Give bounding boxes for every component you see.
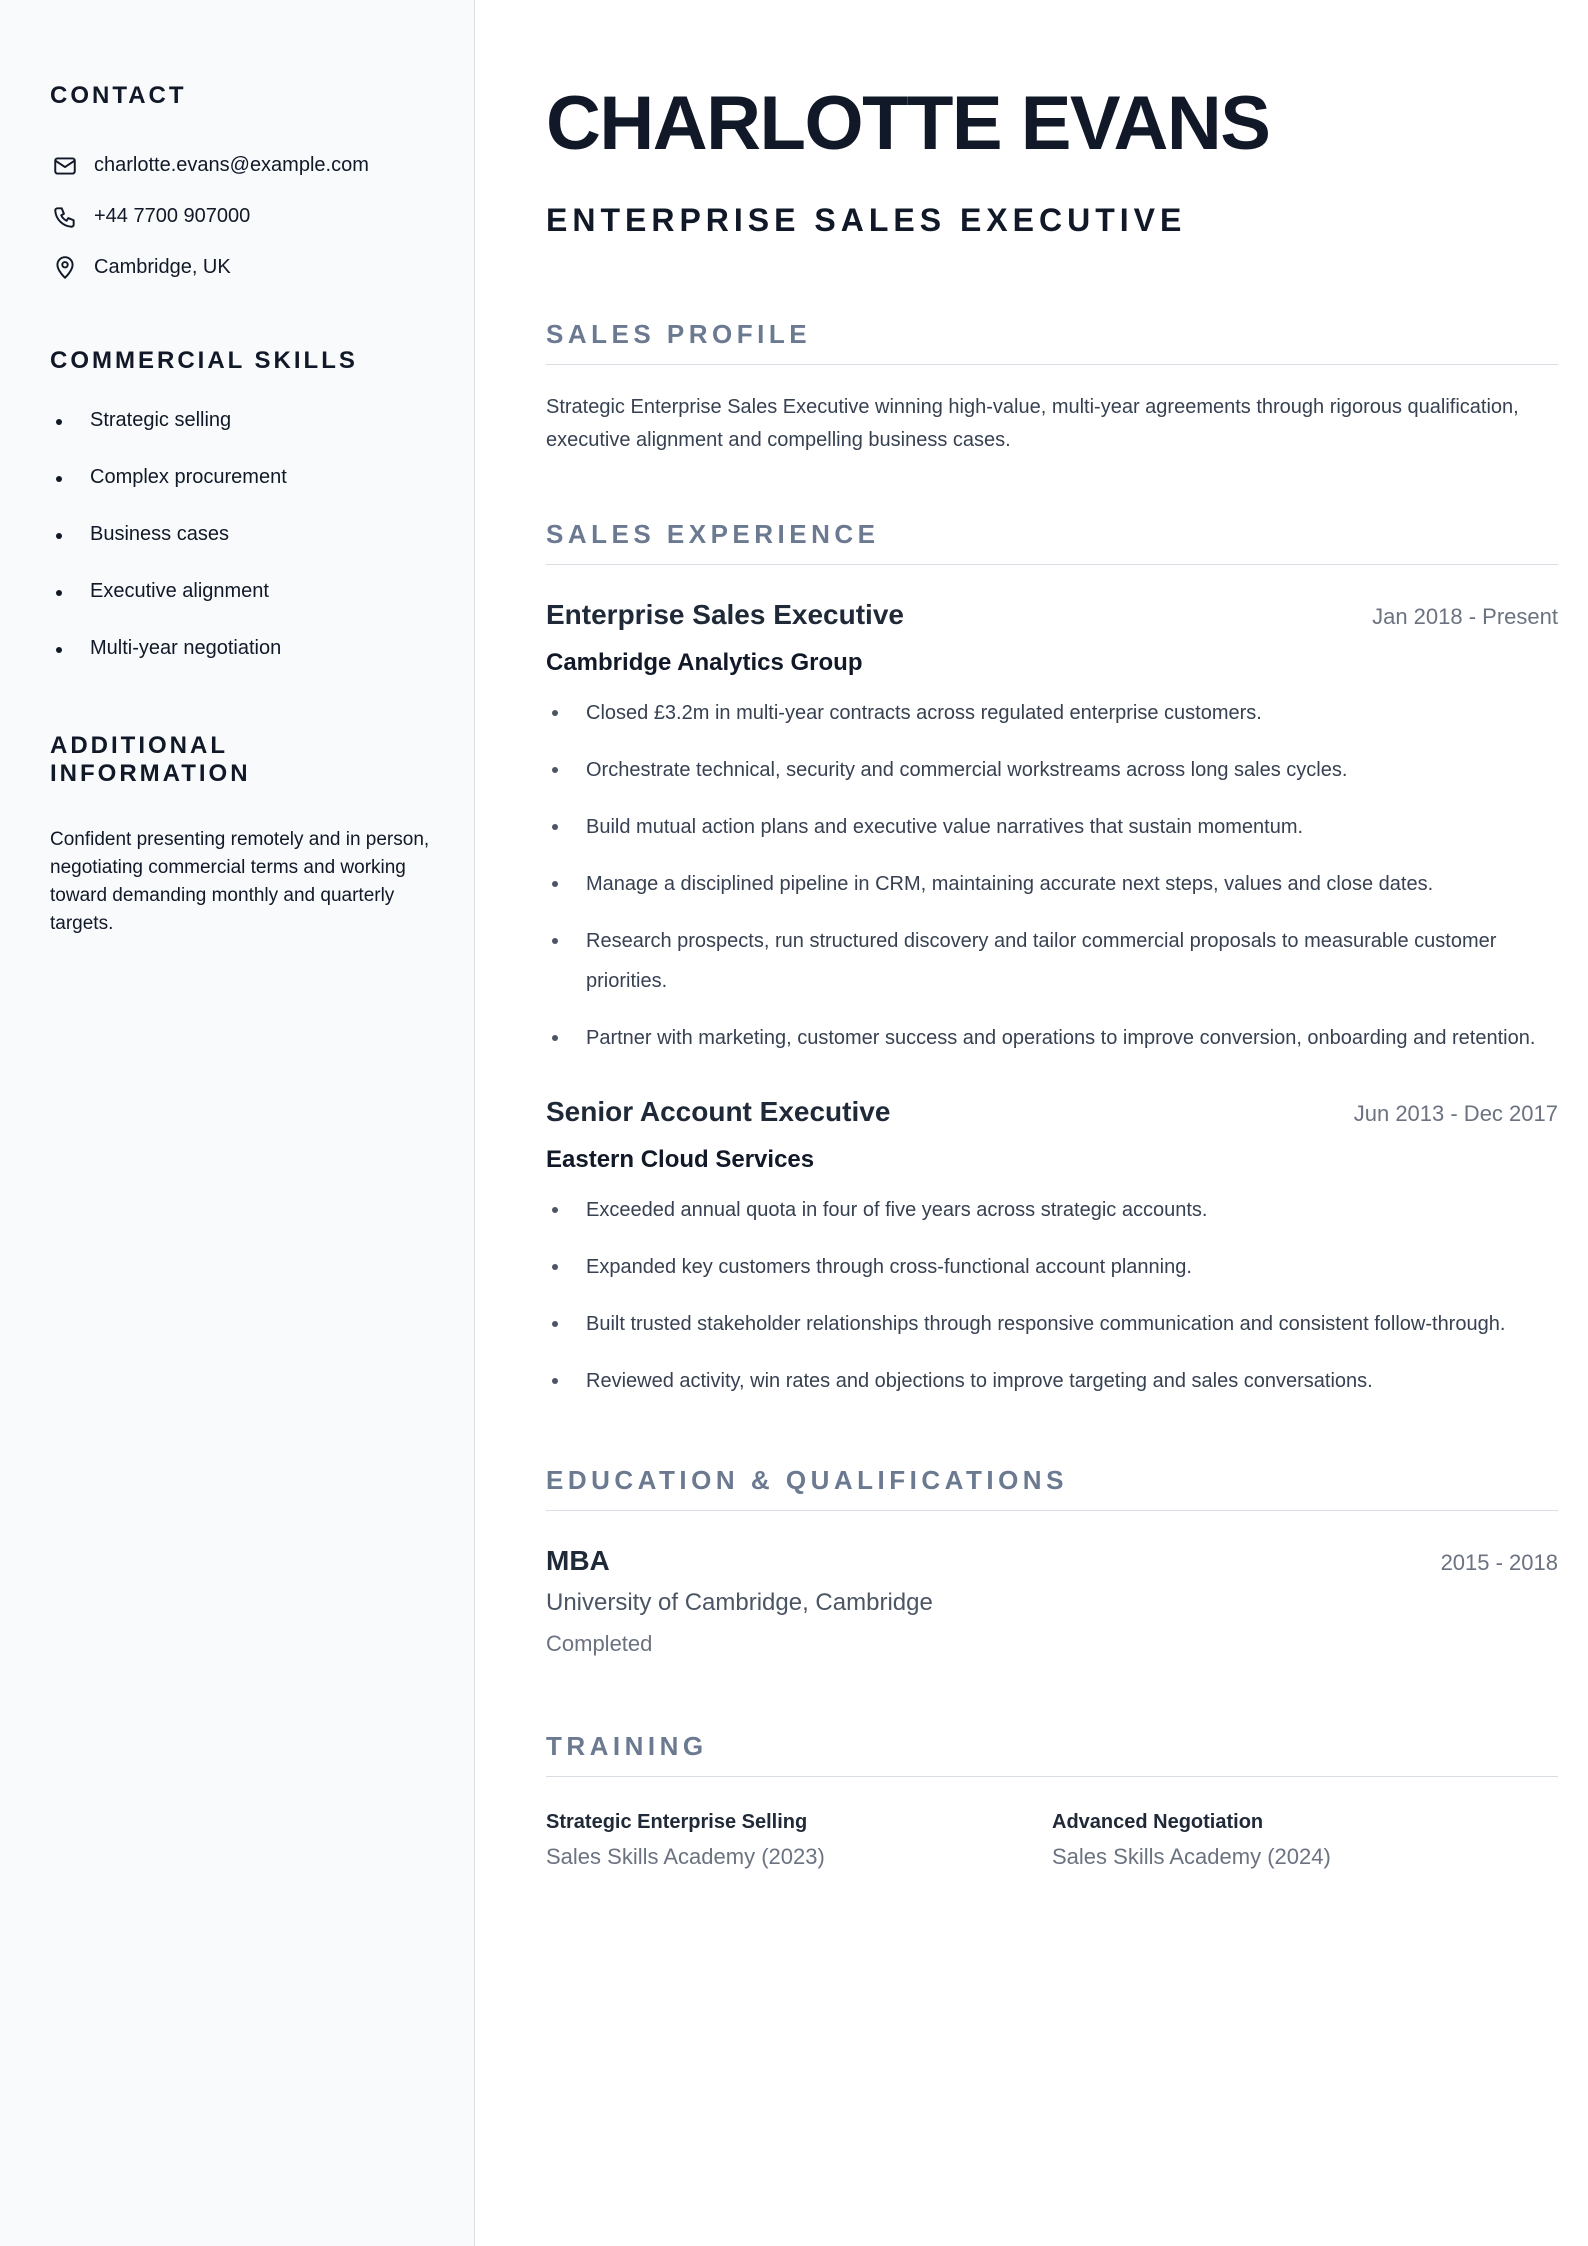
training-section — [546, 1731, 1558, 1870]
skill-list — [50, 409, 424, 694]
job-bullet: Research prospects, run structured discovery and tailor commercial proposals to measurable customer priorities. — [546, 921, 1558, 1001]
skills-heading: COMMERCIAL SKILLS — [50, 347, 358, 374]
training-heading: TRAINING — [546, 1731, 1558, 1777]
sidebar — [0, 0, 475, 2246]
job-bullet: Built trusted stakeholder relationships through responsive communication and consistent follow-through. — [546, 1304, 1558, 1344]
education-heading: EDUCATION & QUALIFICATIONS — [546, 1465, 1558, 1511]
job-bullet: Build mutual action plans and executive value narratives that sustain momentum. — [546, 807, 1558, 847]
company-name: Cambridge Analytics Group — [546, 649, 863, 676]
education-section — [546, 1465, 1558, 1657]
experience-heading: SALES EXPERIENCE — [546, 519, 1558, 565]
skill-item: Business cases — [50, 523, 424, 580]
phone-icon — [50, 202, 80, 232]
training-item — [546, 1811, 1052, 1870]
email-text: charlotte.evans@example.com — [94, 154, 369, 176]
job-bullet: Manage a disciplined pipeline in CRM, maintaining accurate next steps, values and close dates. — [546, 864, 1558, 904]
job-entry — [546, 599, 1558, 1058]
skill-item: Strategic selling — [50, 409, 424, 466]
skill-item: Executive alignment — [50, 580, 424, 637]
job-bullet: Expanded key customers through cross-functional account planning. — [546, 1247, 1558, 1287]
profile-heading: SALES PROFILE — [546, 319, 1558, 365]
job-bullets — [546, 1190, 1558, 1401]
job-role: Senior Account Executive — [546, 1096, 891, 1127]
contact-heading: CONTACT — [50, 82, 187, 109]
contact-list — [50, 140, 424, 293]
candidate-name: CHARLOTTE EVANS — [546, 81, 1270, 166]
location-pin-icon — [50, 253, 80, 283]
profile-section — [546, 319, 1558, 457]
skill-item: Complex procurement — [50, 466, 424, 523]
job-dates: Jun 2013 - Dec 2017 — [1353, 1101, 1558, 1126]
job-bullet: Reviewed activity, win rates and objections to improve targeting and sales conversations. — [546, 1361, 1558, 1401]
location-text: Cambridge, UK — [94, 256, 231, 278]
contact-email[interactable] — [50, 140, 424, 191]
job-bullets — [546, 693, 1558, 1058]
job-entry — [546, 1096, 1558, 1401]
job-dates: Jan 2018 - Present — [1372, 604, 1558, 629]
job-bullet: Orchestrate technical, security and commercial workstreams across long sales cycles. — [546, 750, 1558, 790]
main-content — [475, 0, 1588, 2246]
training-item — [1052, 1811, 1558, 1870]
mail-icon — [50, 151, 80, 181]
contact-phone[interactable] — [50, 191, 424, 242]
school-name: University of Cambridge, Cambridge — [546, 1589, 933, 1616]
contact-location — [50, 242, 424, 293]
phone-text: +44 7700 907000 — [94, 205, 251, 227]
additional-info-text: Confident presenting remotely and in person, negotiating commercial terms and working toward demanding monthly and quarterly targets. — [50, 829, 430, 934]
job-bullet: Exceeded annual quota in four of five years across strategic accounts. — [546, 1190, 1558, 1230]
training-name: Advanced Negotiation — [1052, 1811, 1264, 1833]
job-bullet: Partner with marketing, customer success and operations to improve conversion, onboarding and retention. — [546, 1018, 1558, 1058]
education-dates: 2015 - 2018 — [1440, 1550, 1558, 1575]
job-role: Enterprise Sales Executive — [546, 599, 904, 630]
skill-item: Multi-year negotiation — [50, 637, 424, 694]
company-name: Eastern Cloud Services — [546, 1146, 815, 1173]
training-grid — [546, 1811, 1558, 1870]
degree-name: MBA — [546, 1545, 610, 1576]
job-bullet: Closed £3.2m in multi-year contracts across regulated enterprise customers. — [546, 693, 1558, 733]
training-org: Sales Skills Academy (2023) — [546, 1844, 825, 1869]
experience-section — [546, 519, 1558, 1401]
training-org: Sales Skills Academy (2024) — [1052, 1844, 1331, 1869]
profile-text: Strategic Enterprise Sales Executive winning high-value, multi-year agreements through rigorous qualification, executive alignment and compelling business cases. — [546, 396, 1519, 451]
education-status: Completed — [546, 1631, 653, 1656]
additional-info-heading: ADDITIONAL INFORMATION — [50, 732, 251, 787]
training-name: Strategic Enterprise Selling — [546, 1811, 808, 1833]
education-entry — [546, 1545, 1558, 1657]
candidate-title: ENTERPRISE SALES EXECUTIVE — [546, 202, 1187, 238]
